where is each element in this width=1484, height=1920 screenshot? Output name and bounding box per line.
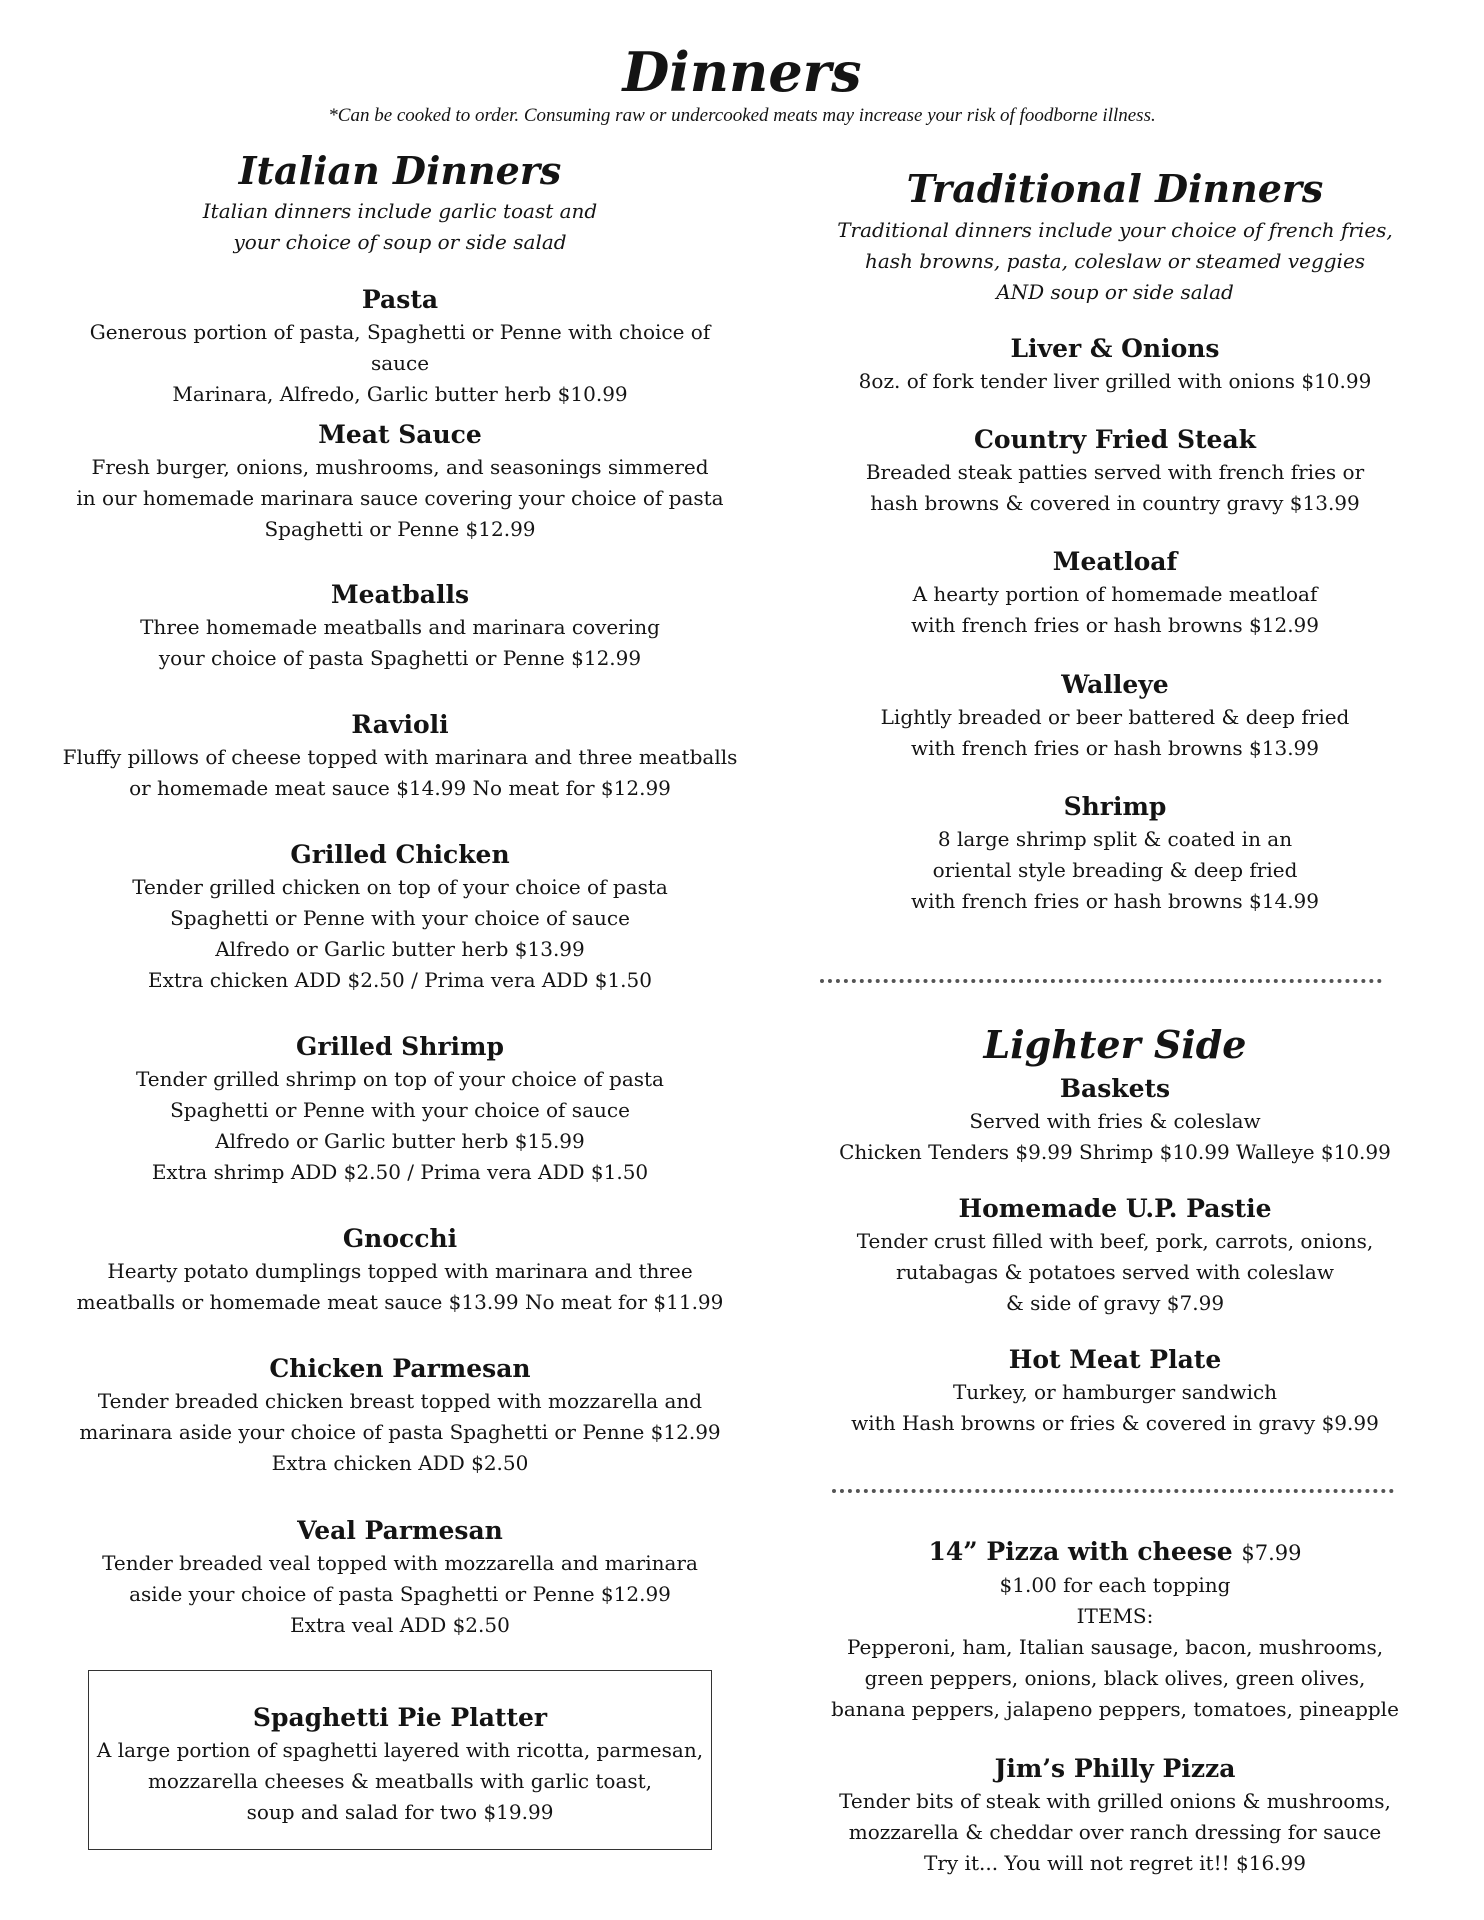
item-description: Tender grilled shrimp on top of your choice of pasta Spaghetti or Penne with your choice of sauce Alfredo or Garlic butter herb $15.99 Extra shrimp ADD $2.50 / Prima vera ADD $1.50 (136, 1067, 664, 1184)
menu-item-grilled-shrimp (60, 1030, 740, 1188)
page-title: Dinners (622, 40, 862, 104)
pizza-price: $7.99 (1241, 1541, 1302, 1565)
item-name: Gnocchi (342, 1224, 458, 1253)
item-name: Homemade U.P. Pastie (958, 1194, 1272, 1223)
menu-item-philly-pizza (800, 1752, 1430, 1879)
item-name: Hot Meat Plate (1008, 1345, 1222, 1374)
item-name: Jim’s Philly Pizza (994, 1754, 1236, 1783)
item-name: Grilled Chicken (290, 840, 510, 869)
menu-item-veal-parmesan (60, 1514, 740, 1641)
item-name: Pasta (361, 285, 439, 314)
menu-item-gnocchi (60, 1222, 740, 1318)
item-description: 8oz. of fork tender liver grilled with onions $10.99 (858, 369, 1372, 393)
menu-item-meat-sauce (60, 418, 740, 545)
spaghetti-pie-platter-box (88, 1670, 712, 1850)
traditional-section-subtitle: Traditional dinners include your choice of french fries, hash browns, pasta, coleslaw or steamed veggies AND soup or side salad (837, 218, 1393, 304)
item-name: Liver & Onions (1010, 334, 1220, 363)
item-name: Spaghetti Pie Platter (252, 1703, 548, 1732)
traditional-section-title: Traditional Dinners (906, 166, 1324, 211)
dotted-divider (820, 979, 1382, 983)
pizza-name: 14” Pizza with cheese (928, 1537, 1233, 1566)
item-description: A hearty portion of homemade meatloaf with french fries or hash browns $12.99 (911, 582, 1319, 637)
menu-item-ravioli (60, 708, 740, 804)
item-description: Tender breaded chicken breast topped with mozzarella and marinara aside your choice of pasta Spaghetti or Penne $12.99 Extra chicken ADD $2.50 (79, 1389, 721, 1475)
item-description: Generous portion of pasta, Spaghetti or Penne with choice of sauce Marinara, Alfredo, Garlic butter herb $10.99 (89, 320, 711, 406)
item-description: Three homemade meatballs and marinara covering your choice of pasta Spaghetti or Penne $12.99 (140, 615, 660, 670)
item-description: Tender crust filled with beef, pork, carrots, onions, rutabagas & potatoes served with coleslaw & side of gravy $7.99 (856, 1229, 1374, 1315)
item-name (800, 1535, 1430, 1570)
item-description: Hearty potato dumplings topped with marinara and three meatballs or homemade meat sauce $13.99 No meat for $11.99 (76, 1259, 724, 1314)
menu-item-meatballs (60, 578, 740, 674)
item-name: Baskets (1059, 1074, 1171, 1103)
item-name: Grilled Shrimp (296, 1032, 504, 1061)
menu-item-shrimp (800, 790, 1430, 917)
menu-item-spaghetti-pie-platter (89, 1701, 711, 1828)
menu-item-hot-meat-plate (800, 1343, 1430, 1439)
menu-item-baskets (800, 1072, 1430, 1168)
menu-item-grilled-chicken (60, 838, 740, 996)
menu-item-meatloaf (800, 545, 1430, 641)
item-name: Ravioli (351, 710, 449, 739)
item-name: Shrimp (1063, 792, 1167, 821)
item-description: Turkey, or hamburger sandwich with Hash browns or fries & covered in gravy $9.99 (851, 1380, 1379, 1435)
italian-section-subtitle: Italian dinners include garlic toast and your choice of soup or side salad (202, 199, 598, 254)
menu-item-up-pastie (800, 1192, 1430, 1319)
menu-item-walleye (800, 668, 1430, 764)
item-description: A large portion of spaghetti layered with ricotta, parmesan, mozzarella cheeses & meatballs with garlic toast, soup and salad for two $19.99 (96, 1738, 704, 1824)
menu-item-country-fried-steak (800, 423, 1430, 519)
item-name: Chicken Parmesan (269, 1354, 531, 1383)
item-name: Walleye (1061, 670, 1169, 699)
item-description: Fresh burger, onions, mushrooms, and seasonings simmered in our homemade marinara sauce covering your choice of pasta Spaghetti or Penne $12.99 (76, 455, 724, 541)
item-name: Veal Parmesan (297, 1516, 503, 1545)
item-name: Country Fried Steak (974, 425, 1256, 454)
item-description: Lightly breaded or beer battered & deep fried with french fries or hash browns $13.99 (880, 705, 1350, 760)
menu-item-pasta (60, 283, 740, 410)
menu-item-liver-onions (800, 332, 1430, 397)
item-description: Breaded steak patties served with french fries or hash browns & covered in country gravy $13.99 (865, 460, 1365, 515)
item-name: Meatballs (330, 580, 470, 609)
lighter-side-section-title: Lighter Side (983, 1022, 1247, 1067)
item-description: Served with fries & coleslaw Chicken Tenders $9.99 Shrimp $10.99 Walleye $10.99 (839, 1109, 1391, 1164)
item-description: Tender grilled chicken on top of your choice of pasta Spaghetti or Penne with your choice of sauce Alfredo or Garlic butter herb $13.99 Extra chicken ADD $2.50 / Prima vera ADD $1.50 (132, 875, 668, 992)
disclaimer-note: *Can be cooked to order. Consuming raw or undercooked meats may increase your risk of foodborne illness. (328, 105, 1156, 126)
dotted-divider (832, 1489, 1394, 1493)
italian-section-title: Italian Dinners (238, 148, 562, 193)
item-description: 8 large shrimp split & coated in an oriental style breading & deep fried with french fries or hash browns $14.99 (911, 827, 1319, 913)
item-description: $1.00 for each topping ITEMS: Pepperoni, ham, Italian sausage, bacon, mushrooms, green peppers, onions, black olives, green olives, banana peppers, jalapeno peppers, tomatoes, pineapple (831, 1573, 1399, 1721)
item-description: Fluffy pillows of cheese topped with marinara and three meatballs or homemade meat sauce $14.99 No meat for $12.99 (62, 745, 738, 800)
menu-item-cheese-pizza (800, 1535, 1430, 1725)
menu-item-chicken-parmesan (60, 1352, 740, 1479)
item-name: Meat Sauce (318, 420, 482, 449)
item-description: Tender breaded veal topped with mozzarella and marinara aside your choice of pasta Spaghetti or Penne $12.99 Extra veal ADD $2.50 (102, 1551, 698, 1637)
item-name: Meatloaf (1052, 547, 1178, 576)
item-description: Tender bits of steak with grilled onions & mushrooms, mozzarella & cheddar over ranch dressing for sauce Try it... You will not regret it!! $16.99 (839, 1789, 1391, 1875)
